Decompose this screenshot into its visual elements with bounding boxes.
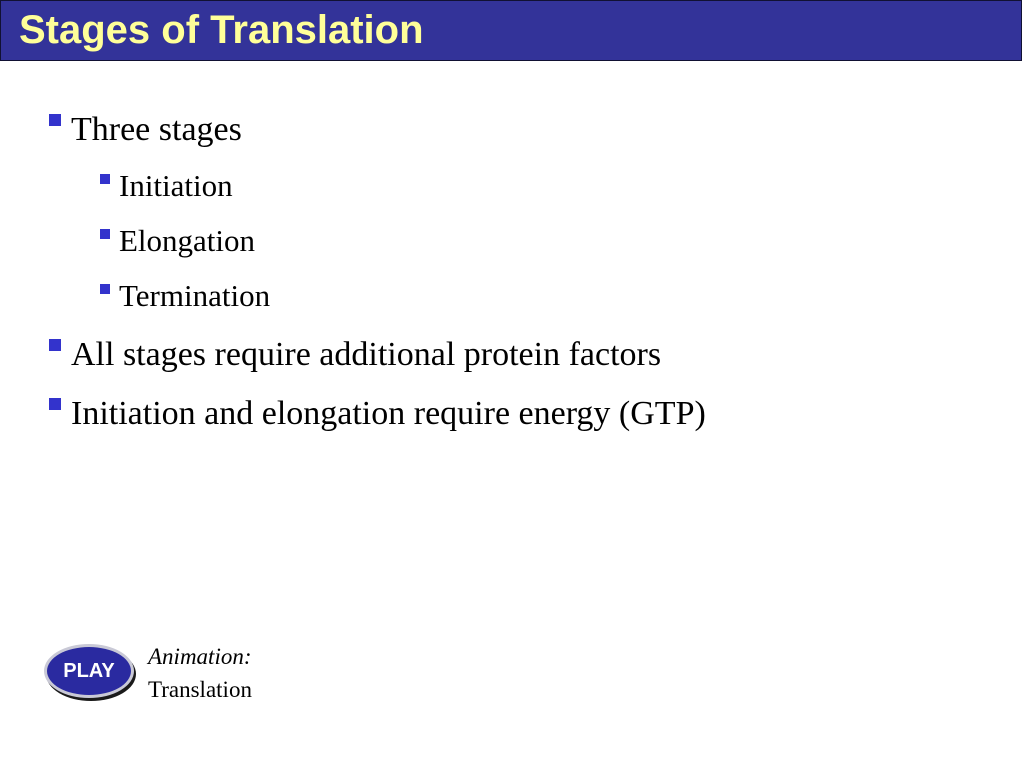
sub-bullet-item xyxy=(100,223,255,259)
bullet-item xyxy=(49,335,661,375)
square-bullet-icon xyxy=(100,174,110,184)
animation-caption-heading: Animation: xyxy=(148,644,252,669)
slide-title: Stages of Translation xyxy=(19,8,424,52)
bullet-text: All stages require additional protein factors xyxy=(71,336,662,373)
play-button[interactable] xyxy=(44,644,134,698)
title-bar xyxy=(0,0,1022,61)
square-bullet-icon xyxy=(100,229,110,239)
animation-caption-title: Translation xyxy=(148,677,252,702)
square-bullet-icon xyxy=(100,284,110,294)
bullet-text: Three stages xyxy=(71,111,242,148)
square-bullet-icon xyxy=(49,398,61,410)
square-bullet-icon xyxy=(49,339,61,351)
play-button-label: PLAY xyxy=(63,659,115,682)
bullet-item xyxy=(49,110,242,150)
square-bullet-icon xyxy=(49,114,61,126)
sub-bullet-text: Elongation xyxy=(119,223,256,258)
sub-bullet-item xyxy=(100,278,270,314)
bullet-text: Initiation and elongation require energy (GTP) xyxy=(71,395,706,432)
sub-bullet-text: Termination xyxy=(119,278,271,313)
animation-caption xyxy=(148,640,252,706)
sub-bullet-text: Initiation xyxy=(119,168,233,203)
bullet-item xyxy=(49,394,706,434)
sub-bullet-item xyxy=(100,168,233,204)
